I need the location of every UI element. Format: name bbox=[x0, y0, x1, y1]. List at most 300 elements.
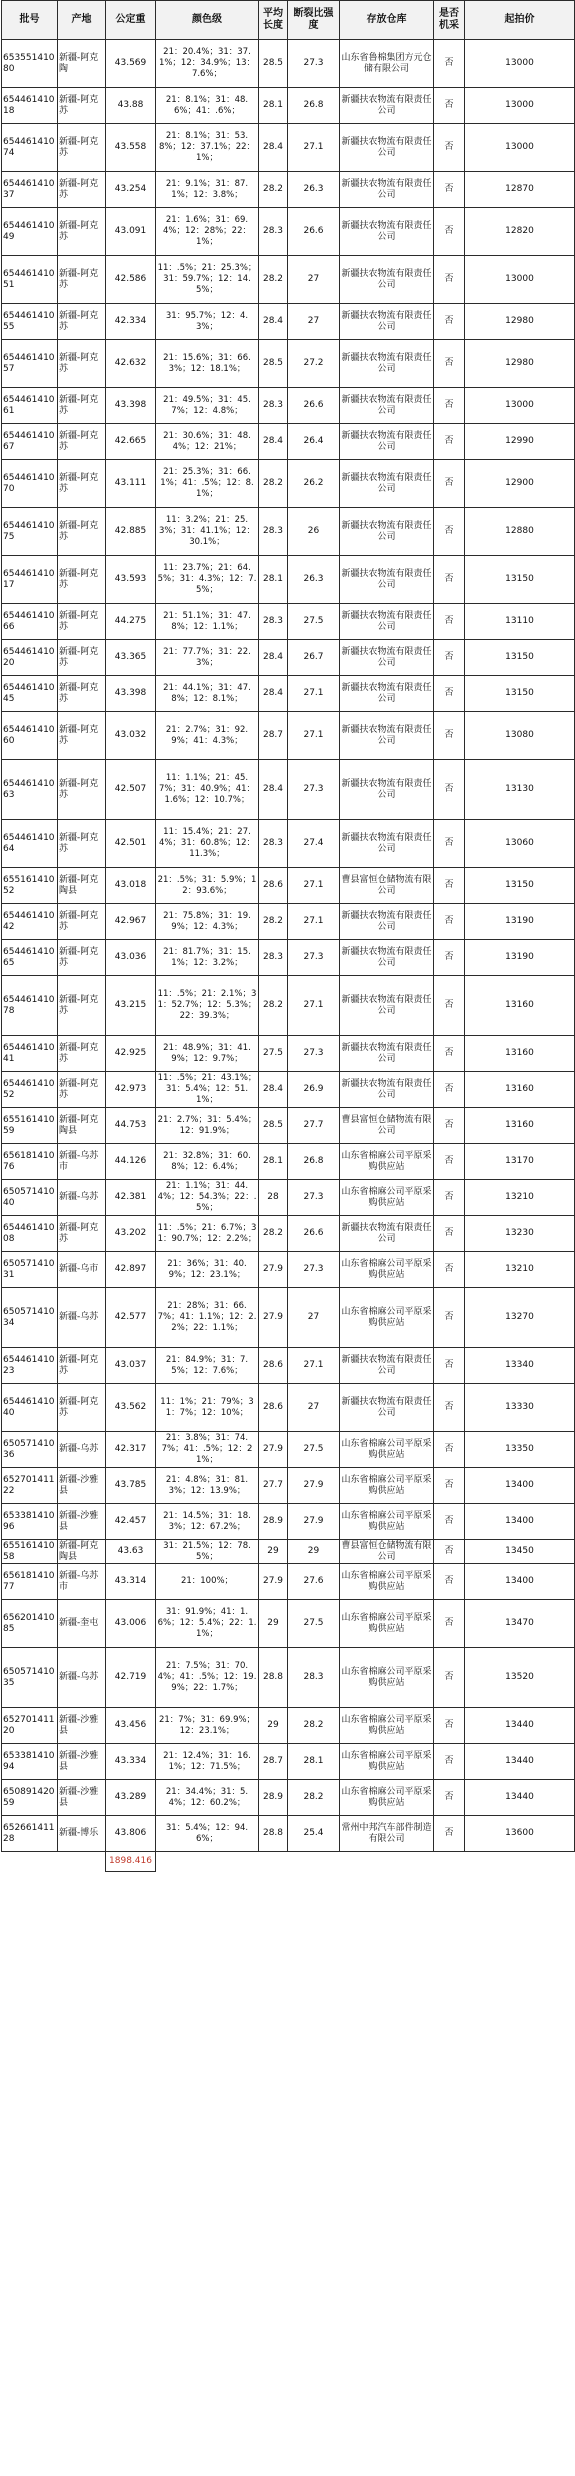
weight-cell: 42.507 bbox=[106, 760, 156, 820]
price-cell: 13270 bbox=[465, 1288, 575, 1348]
length-cell: 29 bbox=[259, 1540, 288, 1564]
length-cell: 28.7 bbox=[259, 712, 288, 760]
price-cell: 13190 bbox=[465, 904, 575, 940]
color-grade-cell: 21：14.5%；31：18.3%；12：67.2%； bbox=[156, 1504, 259, 1540]
price-cell: 12980 bbox=[465, 304, 575, 340]
origin-cell: 新疆-乌苏 bbox=[58, 1432, 106, 1468]
color-grade-cell: 11：.5%；21：6.7%；31：90.7%；12：2.2%； bbox=[156, 1216, 259, 1252]
origin-cell: 新疆-阿克苏 bbox=[58, 508, 106, 556]
price-cell: 13350 bbox=[465, 1432, 575, 1468]
color-grade-cell: 31：91.9%；41：1.6%；12：5.4%；22：1.1%； bbox=[156, 1600, 259, 1648]
table-row bbox=[2, 556, 575, 604]
batch-cell: 65270141122 bbox=[2, 1468, 58, 1504]
warehouse-cell: 山东省棉麻公司平原采购供应站 bbox=[340, 1432, 434, 1468]
table-row bbox=[2, 1744, 575, 1780]
origin-cell: 新疆-阿克苏 bbox=[58, 556, 106, 604]
length-cell: 28.2 bbox=[259, 460, 288, 508]
price-cell: 12870 bbox=[465, 172, 575, 208]
color-grade-cell: 21：.5%；31：5.9%；12：93.6%； bbox=[156, 868, 259, 904]
origin-cell: 新疆-阿克苏 bbox=[58, 1072, 106, 1108]
strength-cell: 27.5 bbox=[288, 604, 340, 640]
total-weight: 1898.416 bbox=[106, 1852, 156, 1872]
origin-cell: 新疆-乌苏 bbox=[58, 1180, 106, 1216]
origin-cell: 新疆-阿克陶 bbox=[58, 40, 106, 88]
machine-picked-cell: 否 bbox=[434, 388, 465, 424]
origin-cell: 新疆-奎屯 bbox=[58, 1600, 106, 1648]
strength-cell: 27 bbox=[288, 256, 340, 304]
strength-cell: 26.7 bbox=[288, 640, 340, 676]
strength-cell: 25.4 bbox=[288, 1816, 340, 1852]
length-cell: 28.6 bbox=[259, 868, 288, 904]
price-cell: 13000 bbox=[465, 388, 575, 424]
batch-cell: 65620141085 bbox=[2, 1600, 58, 1648]
warehouse-cell: 新疆扶农物流有限责任公司 bbox=[340, 640, 434, 676]
table-row bbox=[2, 904, 575, 940]
length-cell: 27.5 bbox=[259, 1036, 288, 1072]
color-grade-cell: 21：32.8%；31：60.8%；12：6.4%； bbox=[156, 1144, 259, 1180]
color-grade-cell: 21：20.4%；31：37.1%；12：34.9%；13：7.6%； bbox=[156, 40, 259, 88]
price-cell: 12880 bbox=[465, 508, 575, 556]
price-cell: 13470 bbox=[465, 1600, 575, 1648]
machine-picked-cell: 否 bbox=[434, 1468, 465, 1504]
strength-cell: 26.3 bbox=[288, 172, 340, 208]
length-cell: 28.4 bbox=[259, 640, 288, 676]
machine-picked-cell: 否 bbox=[434, 1036, 465, 1072]
strength-cell: 27.1 bbox=[288, 676, 340, 712]
batch-cell: 65446141040 bbox=[2, 1384, 58, 1432]
weight-cell: 43.365 bbox=[106, 640, 156, 676]
machine-picked-cell: 否 bbox=[434, 760, 465, 820]
machine-picked-cell: 否 bbox=[434, 1648, 465, 1708]
table-row bbox=[2, 1708, 575, 1744]
length-cell: 28.4 bbox=[259, 760, 288, 820]
length-cell: 28.4 bbox=[259, 676, 288, 712]
length-cell: 28.4 bbox=[259, 124, 288, 172]
length-cell: 28 bbox=[259, 1180, 288, 1216]
length-cell: 28.3 bbox=[259, 604, 288, 640]
batch-cell: 65446141061 bbox=[2, 388, 58, 424]
length-cell: 28.6 bbox=[259, 1384, 288, 1432]
weight-cell: 44.753 bbox=[106, 1108, 156, 1144]
header-strength: 断裂比强度 bbox=[288, 1, 340, 40]
strength-cell: 28.2 bbox=[288, 1780, 340, 1816]
weight-cell: 43.006 bbox=[106, 1600, 156, 1648]
machine-picked-cell: 否 bbox=[434, 940, 465, 976]
price-cell: 13440 bbox=[465, 1780, 575, 1816]
price-cell: 13000 bbox=[465, 88, 575, 124]
machine-picked-cell: 否 bbox=[434, 172, 465, 208]
strength-cell: 27 bbox=[288, 1384, 340, 1432]
origin-cell: 新疆-阿克苏 bbox=[58, 208, 106, 256]
batch-cell: 65446141063 bbox=[2, 760, 58, 820]
machine-picked-cell: 否 bbox=[434, 1816, 465, 1852]
strength-cell: 27.1 bbox=[288, 124, 340, 172]
header-color-grade: 颜色级 bbox=[156, 1, 259, 40]
warehouse-cell: 山东省棉麻公司平原采购供应站 bbox=[340, 1468, 434, 1504]
weight-cell: 43.254 bbox=[106, 172, 156, 208]
price-cell: 13060 bbox=[465, 820, 575, 868]
machine-picked-cell: 否 bbox=[434, 1564, 465, 1600]
batch-cell: 65057141034 bbox=[2, 1288, 58, 1348]
weight-cell: 42.381 bbox=[106, 1180, 156, 1216]
color-grade-cell: 21：4.8%；31：81.3%；12：13.9%； bbox=[156, 1468, 259, 1504]
weight-cell: 42.925 bbox=[106, 1036, 156, 1072]
strength-cell: 28.2 bbox=[288, 1708, 340, 1744]
table-row bbox=[2, 1348, 575, 1384]
weight-cell: 42.973 bbox=[106, 1072, 156, 1108]
strength-cell: 26.8 bbox=[288, 88, 340, 124]
strength-cell: 29 bbox=[288, 1540, 340, 1564]
table-row bbox=[2, 1648, 575, 1708]
machine-picked-cell: 否 bbox=[434, 868, 465, 904]
color-grade-cell: 21：77.7%；31：22.3%； bbox=[156, 640, 259, 676]
machine-picked-cell: 否 bbox=[434, 1216, 465, 1252]
price-cell: 13130 bbox=[465, 760, 575, 820]
machine-picked-cell: 否 bbox=[434, 424, 465, 460]
warehouse-cell: 山东省棉麻公司平原采购供应站 bbox=[340, 1288, 434, 1348]
machine-picked-cell: 否 bbox=[434, 1600, 465, 1648]
warehouse-cell: 新疆扶农物流有限责任公司 bbox=[340, 1072, 434, 1108]
warehouse-cell: 常州中邦汽车部件制造有限公司 bbox=[340, 1816, 434, 1852]
table-row bbox=[2, 40, 575, 88]
table-row bbox=[2, 1564, 575, 1600]
length-cell: 28.9 bbox=[259, 1780, 288, 1816]
origin-cell: 新疆-沙雅县 bbox=[58, 1744, 106, 1780]
warehouse-cell: 曹县富恒仓储物流有限公司 bbox=[341, 1540, 432, 1562]
origin-cell: 新疆-沙雅县 bbox=[58, 1504, 106, 1540]
color-grade-cell: 21：1.1%；31：44.4%；12：54.3%；22：.5%； bbox=[156, 1180, 259, 1216]
price-cell: 13440 bbox=[465, 1744, 575, 1780]
origin-cell: 新疆-沙雅县 bbox=[58, 1780, 106, 1816]
batch-cell: 65446141057 bbox=[2, 340, 58, 388]
weight-cell: 42.897 bbox=[106, 1252, 156, 1288]
length-cell: 28.3 bbox=[259, 508, 288, 556]
color-grade-cell: 21：8.1%；31：53.8%；12：37.1%；22：1%； bbox=[156, 124, 259, 172]
color-grade-cell: 31：95.7%；12：4.3%； bbox=[156, 304, 259, 340]
machine-picked-cell: 否 bbox=[434, 508, 465, 556]
table-row bbox=[2, 640, 575, 676]
table-row bbox=[2, 868, 575, 904]
batch-cell: 65446141052 bbox=[2, 1072, 58, 1108]
batch-cell: 65338141096 bbox=[2, 1504, 58, 1540]
weight-cell: 43.032 bbox=[106, 712, 156, 760]
machine-picked-cell: 否 bbox=[434, 676, 465, 712]
table-row bbox=[2, 604, 575, 640]
machine-picked-cell: 否 bbox=[434, 1108, 465, 1144]
color-grade-cell: 21：49.5%；31：45.7%；12：4.8%； bbox=[156, 388, 259, 424]
length-cell: 28.3 bbox=[259, 208, 288, 256]
origin-cell: 新疆-阿克苏 bbox=[58, 976, 106, 1036]
table-row bbox=[2, 820, 575, 868]
batch-cell: 65446141023 bbox=[2, 1348, 58, 1384]
table-row bbox=[2, 340, 575, 388]
weight-cell: 42.967 bbox=[106, 904, 156, 940]
warehouse-cell: 新疆扶农物流有限责任公司 bbox=[340, 124, 434, 172]
batch-cell: 65057141031 bbox=[2, 1252, 58, 1288]
weight-cell: 42.334 bbox=[106, 304, 156, 340]
length-cell: 28.4 bbox=[259, 304, 288, 340]
origin-cell: 新疆-阿克苏 bbox=[58, 940, 106, 976]
price-cell: 12990 bbox=[465, 424, 575, 460]
strength-cell: 27.2 bbox=[288, 340, 340, 388]
batch-cell: 65446141066 bbox=[2, 604, 58, 640]
origin-cell: 新疆-阿克苏 bbox=[58, 172, 106, 208]
color-grade-cell: 11：.5%；21：2.1%；31：52.7%；12：5.3%；22：39.3%； bbox=[156, 976, 259, 1036]
warehouse-cell: 新疆扶农物流有限责任公司 bbox=[340, 340, 434, 388]
price-cell: 13160 bbox=[465, 1072, 575, 1108]
length-cell: 28.1 bbox=[259, 88, 288, 124]
machine-picked-cell: 否 bbox=[434, 1384, 465, 1432]
header-weight: 公定重 bbox=[106, 1, 156, 40]
price-cell: 13340 bbox=[465, 1348, 575, 1384]
machine-picked-cell: 否 bbox=[434, 304, 465, 340]
price-cell: 13150 bbox=[465, 640, 575, 676]
price-cell: 13000 bbox=[465, 40, 575, 88]
color-grade-cell: 21：2.7%；31：92.9%；41：4.3%； bbox=[156, 712, 259, 760]
color-grade-cell: 21：12.4%；31：16.1%；12：71.5%； bbox=[156, 1744, 259, 1780]
color-grade-cell: 21：7.5%；31：70.4%；41：.5%；12：19.9%；22：1.7%； bbox=[156, 1648, 259, 1708]
machine-picked-cell: 否 bbox=[434, 256, 465, 304]
strength-cell: 27.3 bbox=[288, 1180, 340, 1216]
color-grade-cell: 21：44.1%；31：47.8%；12：8.1%； bbox=[156, 676, 259, 712]
strength-cell: 27.3 bbox=[288, 1036, 340, 1072]
machine-picked-cell: 否 bbox=[434, 604, 465, 640]
origin-cell: 新疆-博乐 bbox=[58, 1816, 106, 1852]
strength-cell: 27.3 bbox=[288, 760, 340, 820]
length-cell: 28.2 bbox=[259, 256, 288, 304]
price-cell: 13000 bbox=[465, 256, 575, 304]
weight-cell: 43.289 bbox=[106, 1780, 156, 1816]
origin-cell: 新疆-沙雅县 bbox=[58, 1468, 106, 1504]
origin-cell: 新疆-阿克苏 bbox=[58, 640, 106, 676]
table-row bbox=[2, 88, 575, 124]
batch-cell: 65618141076 bbox=[2, 1144, 58, 1180]
color-grade-cell: 21：100%； bbox=[156, 1564, 259, 1600]
machine-picked-cell: 否 bbox=[434, 88, 465, 124]
machine-picked-cell: 否 bbox=[434, 976, 465, 1036]
length-cell: 28.7 bbox=[259, 1744, 288, 1780]
color-grade-cell: 21：36%；31：40.9%；12：23.1%； bbox=[156, 1252, 259, 1288]
price-cell: 12980 bbox=[465, 340, 575, 388]
origin-cell: 新疆-阿克苏 bbox=[58, 1348, 106, 1384]
color-grade-cell: 21：81.7%；31：15.1%；12：3.2%； bbox=[156, 940, 259, 976]
price-cell: 13400 bbox=[465, 1564, 575, 1600]
strength-cell: 27.6 bbox=[288, 1564, 340, 1600]
table-row bbox=[2, 1540, 575, 1564]
price-cell: 12820 bbox=[465, 208, 575, 256]
machine-picked-cell: 否 bbox=[434, 640, 465, 676]
warehouse-cell: 新疆扶农物流有限责任公司 bbox=[340, 424, 434, 460]
table-row bbox=[2, 1600, 575, 1648]
weight-cell: 43.111 bbox=[106, 460, 156, 508]
price-cell: 13440 bbox=[465, 1708, 575, 1744]
warehouse-cell: 新疆扶农物流有限责任公司 bbox=[340, 460, 434, 508]
price-cell: 13160 bbox=[465, 976, 575, 1036]
weight-cell: 44.275 bbox=[106, 604, 156, 640]
weight-cell: 42.586 bbox=[106, 256, 156, 304]
table-row bbox=[2, 1036, 575, 1072]
origin-cell: 新疆-阿克苏 bbox=[58, 604, 106, 640]
warehouse-cell: 新疆扶农物流有限责任公司 bbox=[340, 208, 434, 256]
length-cell: 28.5 bbox=[259, 40, 288, 88]
warehouse-cell: 新疆扶农物流有限责任公司 bbox=[340, 388, 434, 424]
batch-cell: 65446141049 bbox=[2, 208, 58, 256]
color-grade-cell: 11：.5%；21：25.3%；31：59.7%；12：14.5%； bbox=[156, 256, 259, 304]
batch-cell: 65446141067 bbox=[2, 424, 58, 460]
warehouse-cell: 山东省棉麻公司平原采购供应站 bbox=[340, 1708, 434, 1744]
origin-cell: 新疆-阿克苏 bbox=[58, 424, 106, 460]
table-row bbox=[2, 676, 575, 712]
price-cell: 13080 bbox=[465, 712, 575, 760]
warehouse-cell: 曹县富恒仓储物流有限公司 bbox=[340, 1108, 434, 1144]
weight-cell: 43.018 bbox=[106, 868, 156, 904]
batch-cell: 65355141080 bbox=[2, 40, 58, 88]
warehouse-cell: 山东省棉麻公司平原采购供应站 bbox=[340, 1648, 434, 1708]
batch-cell: 65446141074 bbox=[2, 124, 58, 172]
price-cell: 13150 bbox=[465, 556, 575, 604]
batch-cell: 65516141052 bbox=[2, 868, 58, 904]
length-cell: 27.9 bbox=[259, 1288, 288, 1348]
warehouse-cell: 新疆扶农物流有限责任公司 bbox=[340, 1348, 434, 1384]
strength-cell: 26.6 bbox=[288, 1216, 340, 1252]
strength-cell: 27.5 bbox=[288, 1432, 340, 1468]
color-grade-cell: 11：23.7%；21：64.5%；31：4.3%；12：7.5%； bbox=[156, 556, 259, 604]
price-cell: 13450 bbox=[465, 1540, 575, 1564]
color-grade-cell: 21：28%；31：66.7%；41：1.1%；12：2.2%；22：1.1%； bbox=[156, 1288, 259, 1348]
origin-cell: 新疆-阿克陶县 bbox=[58, 1108, 106, 1144]
length-cell: 27.7 bbox=[259, 1468, 288, 1504]
price-cell: 13190 bbox=[465, 940, 575, 976]
origin-cell: 新疆-阿克苏 bbox=[58, 760, 106, 820]
strength-cell: 26.6 bbox=[288, 208, 340, 256]
batch-cell: 65446141017 bbox=[2, 556, 58, 604]
color-grade-cell: 11：1.1%；21：45.7%；31：40.9%；41：1.6%；12：10.7%； bbox=[156, 760, 259, 820]
table-row bbox=[2, 940, 575, 976]
table-row bbox=[2, 1072, 575, 1108]
color-grade-cell: 21：2.7%；31：5.4%；12：91.9%； bbox=[156, 1108, 259, 1144]
color-grade-cell: 21：8.1%；31：48.6%；41：.6%； bbox=[156, 88, 259, 124]
strength-cell: 27.4 bbox=[288, 820, 340, 868]
warehouse-cell: 山东省棉麻公司平原采购供应站 bbox=[340, 1600, 434, 1648]
machine-picked-cell: 否 bbox=[434, 340, 465, 388]
origin-cell: 新疆-乌苏 bbox=[58, 1648, 106, 1708]
price-cell: 13160 bbox=[465, 1108, 575, 1144]
color-grade-cell: 11：15.4%；21：27.4%；31：60.8%；12：11.3%； bbox=[156, 820, 259, 868]
machine-picked-cell: 否 bbox=[434, 1540, 465, 1564]
length-cell: 28.1 bbox=[259, 556, 288, 604]
weight-cell: 43.593 bbox=[106, 556, 156, 604]
table-row bbox=[2, 256, 575, 304]
length-cell: 28.2 bbox=[259, 1216, 288, 1252]
origin-cell: 新疆-阿克苏 bbox=[58, 820, 106, 868]
batch-cell: 65446141055 bbox=[2, 304, 58, 340]
table-row bbox=[2, 712, 575, 760]
header-length: 平均长度 bbox=[259, 1, 288, 40]
weight-cell: 43.398 bbox=[106, 676, 156, 712]
origin-cell: 新疆-沙雅县 bbox=[58, 1708, 106, 1744]
length-cell: 28.5 bbox=[259, 340, 288, 388]
price-cell: 12900 bbox=[465, 460, 575, 508]
header-origin: 产地 bbox=[58, 1, 106, 40]
header-batch: 批号 bbox=[2, 1, 58, 40]
table-row bbox=[2, 1216, 575, 1252]
weight-cell: 43.202 bbox=[106, 1216, 156, 1252]
weight-cell: 42.457 bbox=[106, 1504, 156, 1540]
batch-cell: 65446141060 bbox=[2, 712, 58, 760]
origin-cell: 新疆-乌市 bbox=[58, 1252, 106, 1288]
price-cell: 13210 bbox=[465, 1180, 575, 1216]
warehouse-cell: 新疆扶农物流有限责任公司 bbox=[340, 1036, 434, 1072]
machine-picked-cell: 否 bbox=[434, 1708, 465, 1744]
weight-cell: 43.398 bbox=[106, 388, 156, 424]
color-grade-cell: 11：3.2%；21：25.3%；31：41.1%；12：30.1%； bbox=[156, 508, 259, 556]
weight-cell: 42.885 bbox=[106, 508, 156, 556]
batch-cell: 65446141008 bbox=[2, 1216, 58, 1252]
table-row bbox=[2, 1384, 575, 1432]
batch-cell: 65446141051 bbox=[2, 256, 58, 304]
warehouse-cell: 山东省棉麻公司平原采购供应站 bbox=[340, 1564, 434, 1600]
table-row bbox=[2, 172, 575, 208]
table-row bbox=[2, 1816, 575, 1852]
warehouse-cell: 山东省棉麻公司平原采购供应站 bbox=[340, 1144, 434, 1180]
warehouse-cell: 山东省棉麻公司平原采购供应站 bbox=[340, 1504, 434, 1540]
batch-cell: 65446141075 bbox=[2, 508, 58, 556]
weight-cell: 43.314 bbox=[106, 1564, 156, 1600]
length-cell: 28.3 bbox=[259, 388, 288, 424]
header-row bbox=[2, 1, 575, 40]
weight-cell: 43.569 bbox=[106, 40, 156, 88]
strength-cell: 27.9 bbox=[288, 1504, 340, 1540]
table-row bbox=[2, 1432, 575, 1468]
machine-picked-cell: 否 bbox=[434, 820, 465, 868]
table-row bbox=[2, 1252, 575, 1288]
origin-cell: 新疆-阿克苏 bbox=[58, 712, 106, 760]
origin-cell: 新疆-阿克苏 bbox=[58, 676, 106, 712]
color-grade-cell: 21：15.6%；31：66.3%；12：18.1%； bbox=[156, 340, 259, 388]
origin-cell: 新疆-乌苏 bbox=[58, 1288, 106, 1348]
warehouse-cell: 曹县富恒仓储物流有限公司 bbox=[340, 868, 434, 904]
table-row bbox=[2, 1180, 575, 1216]
machine-picked-cell: 否 bbox=[434, 712, 465, 760]
origin-cell: 新疆-乌苏市 bbox=[58, 1564, 106, 1600]
table-row bbox=[2, 460, 575, 508]
color-grade-cell: 21：75.8%；31：19.9%；12：4.3%； bbox=[156, 904, 259, 940]
batch-cell: 65338141094 bbox=[2, 1744, 58, 1780]
color-grade-cell: 21：34.4%；31：5.4%；12：60.2%； bbox=[156, 1780, 259, 1816]
length-cell: 29 bbox=[259, 1600, 288, 1648]
length-cell: 27.9 bbox=[259, 1564, 288, 1600]
color-grade-cell: 21：51.1%；31：47.8%；12：1.1%； bbox=[156, 604, 259, 640]
strength-cell: 27.3 bbox=[288, 1252, 340, 1288]
batch-cell: 65057141035 bbox=[2, 1648, 58, 1708]
origin-cell: 新疆-阿克苏 bbox=[58, 388, 106, 424]
table-row bbox=[2, 424, 575, 460]
weight-cell: 43.091 bbox=[106, 208, 156, 256]
batch-cell: 65266141128 bbox=[2, 1816, 58, 1852]
strength-cell: 27.3 bbox=[288, 40, 340, 88]
strength-cell: 27.1 bbox=[288, 904, 340, 940]
origin-cell: 新疆-阿克苏 bbox=[58, 1384, 106, 1432]
strength-cell: 27.9 bbox=[288, 1468, 340, 1504]
length-cell: 28.2 bbox=[259, 172, 288, 208]
header-warehouse: 存放仓库 bbox=[340, 1, 434, 40]
batch-cell: 65618141077 bbox=[2, 1564, 58, 1600]
strength-cell: 27 bbox=[288, 304, 340, 340]
warehouse-cell: 新疆扶农物流有限责任公司 bbox=[340, 712, 434, 760]
table-row bbox=[2, 1468, 575, 1504]
batch-cell: 65516141059 bbox=[2, 1108, 58, 1144]
color-grade-cell: 21：9.1%；31：87.1%；12：3.8%； bbox=[156, 172, 259, 208]
